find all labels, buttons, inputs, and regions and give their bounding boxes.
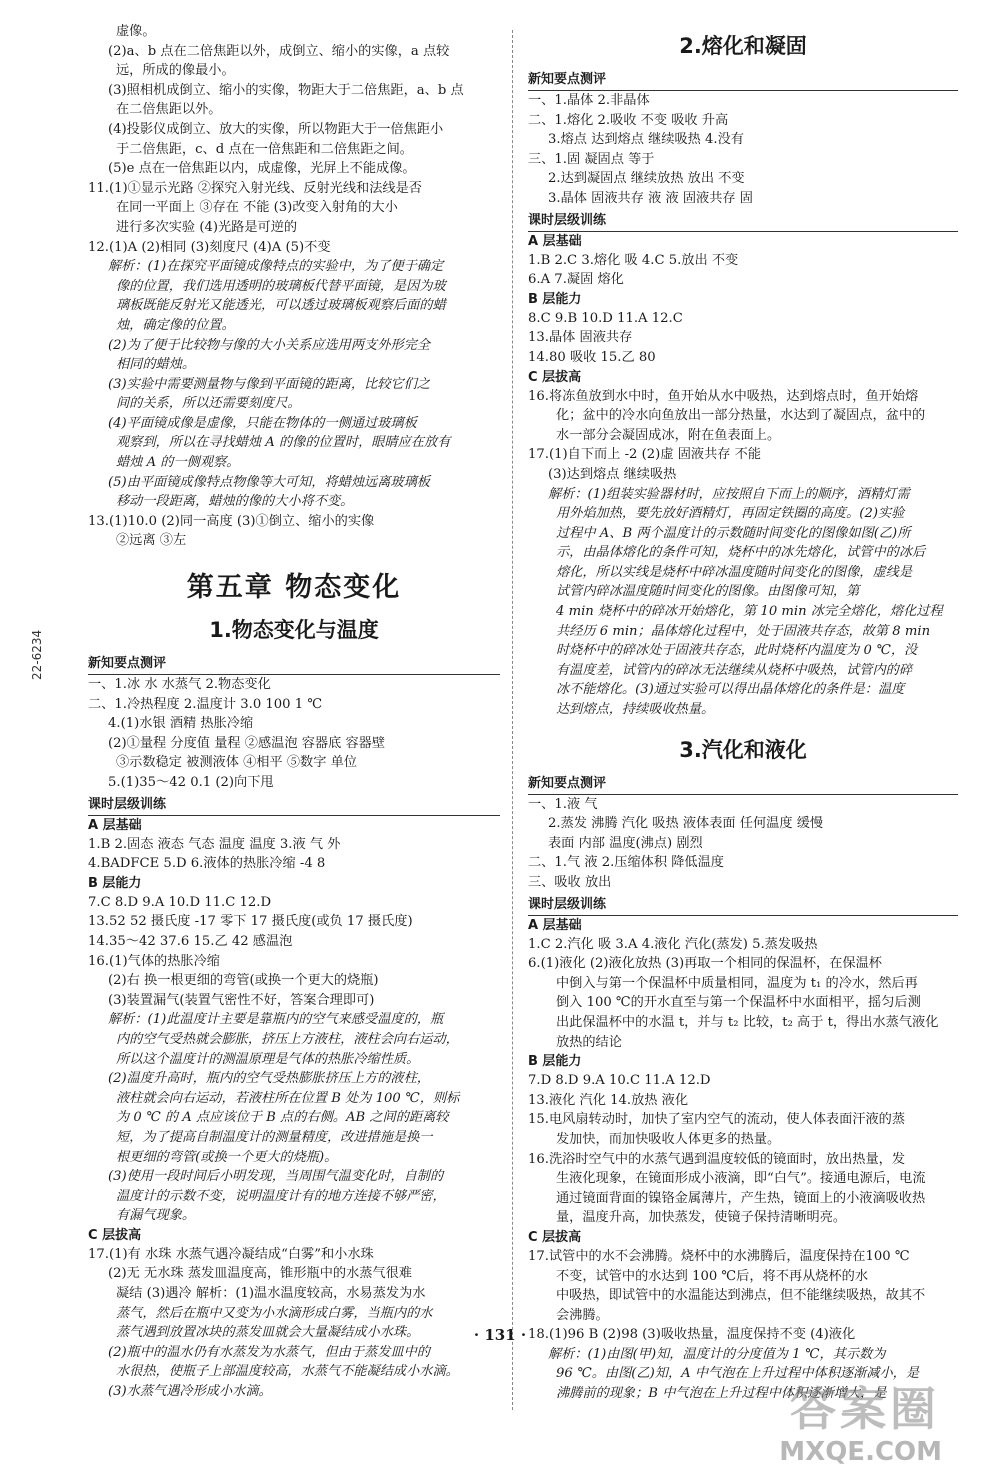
answer-line: (3)照相机成倒立、缩小的实像，物距大于二倍焦距，a、b 点 [108, 82, 464, 98]
answer-line: 4 min 烧杯中的碎冰开始熔化，第 10 min 冰完全熔化，熔化过程 [556, 604, 943, 620]
answer-line: (3)水蒸气遇冷形成小水滴。 [108, 1384, 272, 1400]
answer-line: 14.35～42 37.6 15.乙 42 感温泡 [88, 933, 293, 949]
answer-line: 解析：(1)由图(甲)知，温度计的分度值为 1 ℃，其示数为 [548, 1346, 886, 1362]
level-heading: A 层基础 [528, 917, 582, 933]
answer-line: 水很热，使瓶子上部温度较高，水蒸气不能凝结成小水滴。 [116, 1364, 459, 1380]
chapter-title: 第五章 物态变化 [186, 572, 402, 604]
level-heading: A 层基础 [88, 817, 142, 833]
answer-line: 2.蒸发 沸腾 汽化 吸热 液体表面 任何温度 缓慢 [548, 816, 824, 832]
right-column [528, 22, 958, 1404]
answer-line: 间的关系，所以还需要刻度尺。 [116, 396, 301, 412]
answer-line: (3)装置漏气(装置气密性不好，答案合理即可) [108, 992, 375, 1008]
answer-line: 8.C 9.B 10.D 11.A 12.C [528, 310, 683, 326]
page-number: · 131 · [473, 1326, 527, 1344]
answer-line: 液柱就会向右运动，若液柱所在位置 B 处为 100 ℃，则标 [116, 1090, 460, 1106]
answer-line: 96 ℃。由图(乙)知，A 中气泡在上升过程中体积逐渐减小，是 [556, 1366, 920, 1382]
answer-line: (2)为了便于比较物与像的大小关系应选用两支外形完全 [108, 337, 430, 353]
subsection-heading: 课时层级训练 [528, 895, 958, 916]
answer-line: 中倒入与第一个保温杯中质量相同，温度为 t₁ 的冷水，然后再 [556, 975, 918, 991]
level-heading: B 层能力 [528, 291, 582, 307]
answer-line: 14.80 吸收 15.乙 80 [528, 349, 656, 365]
answer-line: 用外焰加热，要先放好酒精灯，再固定铁圈的高度。(2)实验 [556, 506, 905, 522]
answer-line: 二、1.气 液 2.压缩体积 降低温度 [528, 855, 724, 871]
answer-line: 冰不能熔化。(3)通过实验可以得出晶体熔化的条件是：温度 [556, 682, 905, 698]
answer-line: 出此保温杯中的水温 t，并与 t₂ 比较，t₂ 高于 t，得出水蒸气液化 [556, 1014, 939, 1030]
answer-line: 短，为了提高自制温度计的测量精度，改进措施是换一 [116, 1129, 433, 1145]
answer-line: (2)a、b 点在二倍焦距以外，成倒立、缩小的实像，a 点较 [108, 43, 450, 59]
answer-line: 一、1.晶体 2.非晶体 [528, 93, 650, 108]
section-2-body [528, 70, 958, 720]
answer-line: 一、1.液 气 [528, 796, 598, 812]
answer-line: 蜡烛 A 的一侧观察。 [116, 455, 240, 471]
answer-line: 解析：(1)组装实验器材时，应按照自下而上的顺序，酒精灯需 [548, 486, 910, 502]
answer-line: 16.将冻鱼放到水中时，鱼开始从水中吸热，达到熔点时，鱼开始熔 [528, 388, 919, 404]
watermark-site-text: MXQE.COM [779, 1437, 942, 1467]
answer-line: 相同的蜡烛。 [116, 357, 196, 373]
answer-line: 一、1.冰 水 水蒸气 2.物态变化 [88, 677, 271, 693]
answer-line: 熔化，所以实线是烧杯中碎冰温度随时间变化的图像，虚线是 [556, 564, 913, 580]
answer-line: 5.(1)35～42 0.1 (2)向下甩 [108, 775, 274, 790]
section-title-2: 2.熔化和凝固 [679, 34, 807, 58]
answer-line: 远，所成的像最小。 [116, 63, 235, 79]
answer-line: 共经历 6 min；晶体熔化过程中，处于固液共存态，故第 8 min [556, 623, 931, 639]
section-title-3: 3.汽化和液化 [679, 737, 807, 762]
answer-line: 观察到，所以在寻找蜡烛 A 的像的位置时，眼睛应在放有 [116, 435, 451, 451]
answer-line: 蒸气，然后在瓶中又变为小水滴形成白雾，当瓶内的水 [116, 1305, 433, 1321]
answer-line: 通过镜面背面的镍铬金属薄片，产生热，镜面上的小液滴吸收热 [556, 1190, 926, 1206]
answer-line: 发加快，而加快吸收人体更多的热量。 [556, 1131, 781, 1147]
answer-line: 6.(1)液化 (2)液化放热 (3)再取一个相同的保温杯，在保温杯 [528, 956, 882, 972]
answer-line: 二、1.冷热程度 2.温度计 3.0 100 1 ℃ [88, 696, 323, 712]
answer-line: 4.BADFCE 5.D 6.液体的热胀冷缩 -4 8 [88, 856, 326, 872]
answer-line: 7.D 8.D 9.A 10.C 11.A 12.D [528, 1073, 711, 1089]
answer-line: 像的位置，我们选用透明的玻璃板代替平面镜，是因为玻 [116, 278, 446, 294]
answer-line: 进行多次实验 (4)光路是可逆的 [116, 219, 298, 235]
answer-line: 17.(1)有 水珠 水蒸气遇冷凝结成“白雾”和小水珠 [88, 1246, 374, 1262]
answer-line: (2)温度升高时，瓶内的空气受热膨胀挤压上方的液柱， [108, 1071, 430, 1087]
answer-line: (5)由平面镜成像特点物像等大可知，将蜡烛远离玻璃板 [108, 474, 430, 490]
column-divider [512, 30, 513, 1410]
answer-line: 12.(1)A (2)相同 (3)刻度尺 (4)A (5)不变 [88, 239, 331, 255]
answer-line: (4)投影仪成倒立、放大的实像，所以物距大于一倍焦距小 [108, 121, 444, 137]
subsection-heading: 课时层级训练 [528, 211, 958, 232]
answer-line: (2)瓶中的温水仍有水蒸发为水蒸气，但由于蒸发皿中的 [108, 1344, 430, 1360]
answer-line: (3)实验中需要测量物与像到平面镜的距离，比较它们之 [108, 376, 430, 392]
answer-line: 量，温度升高，加快蒸发，使镜子保持清晰明亮。 [556, 1210, 847, 1226]
subsection-heading: 新知要点测评 [528, 774, 958, 795]
answer-line: 温度计的示数不变，说明温度计有的地方连接不够严密， [116, 1188, 446, 1204]
prev-chapter-answers [88, 22, 500, 551]
answer-line: 解析：(1)在探究平面镜成像特点的实验中，为了便于确定 [108, 259, 444, 275]
answer-line: 示，由晶体熔化的条件可知，烧杯中的冰先熔化，试管中的冰后 [556, 545, 926, 561]
answer-line: 达到熔点，持续吸收热量。 [556, 702, 715, 718]
answer-line: 二、1.熔化 2.吸收 不变 吸收 升高 [528, 112, 729, 128]
answer-line: 在同一平面上 ③存在 不能 (3)改变入射角的大小 [116, 200, 398, 216]
answer-line: 倒入 100 ℃的开水直至与第一个保温杯中水面相平，摇匀后测 [556, 995, 921, 1011]
answer-line: (4)平面镜成像是虚像，只能在物体的一侧通过玻璃板 [108, 415, 417, 431]
subsection-heading: 新知要点测评 [88, 654, 500, 675]
answer-line: 3.晶体 固液共存 液 液 固液共存 固 [548, 190, 753, 206]
answer-line: 移动一段距离，蜡烛的像的大小将不变。 [116, 494, 354, 510]
answer-line: 为 0 ℃ 的 A 点应该位于 B 点的右侧。AB 之间的距离较 [116, 1110, 449, 1126]
answer-line: 虚像。 [116, 24, 156, 39]
answer-line: 13.52 52 摄氏度 -17 零下 17 摄氏度(或负 17 摄氏度) [88, 914, 413, 930]
answer-line: 15.电风扇转动时，加快了室内空气的流动，使人体表面汗液的蒸 [528, 1112, 906, 1128]
section-1-body [88, 654, 500, 1402]
level-heading: B 层能力 [88, 875, 142, 891]
answer-line: 烛，确定像的位置。 [116, 317, 235, 333]
answer-line: 时烧杯中的碎冰处于固液共存态，此时烧杯内温度为 0 ℃，没 [556, 643, 918, 659]
answer-line: 6.A 7.凝固 熔化 [528, 272, 624, 288]
answer-line: 不变，试管中的水达到 100 ℃后，将不再从烧杯的水 [556, 1268, 869, 1284]
answer-line: 沸腾前的现象；B 中气泡在上升过程中体积逐渐增大，是 [556, 1386, 887, 1402]
answer-line: (2)无 无水珠 蒸发皿温度高，锥形瓶中的水蒸气很难 [108, 1266, 412, 1282]
answer-line: (2)①量程 分度值 量程 ②感温泡 容器底 容器壁 [108, 735, 386, 751]
answer-line: 7.C 8.D 9.A 10.D 11.C 12.D [88, 894, 272, 910]
answer-line: 13.晶体 固液共存 [528, 330, 633, 346]
level-heading: C 层拔高 [88, 1227, 142, 1243]
answer-line: 2.达到凝固点 继续放热 放出 不变 [548, 171, 745, 187]
answer-line: 三、吸收 放出 [528, 875, 612, 890]
answer-line: ③示数稳定 被测液体 ④相平 ⑤数字 单位 [116, 755, 357, 771]
answer-line: 1.C 2.汽化 吸 3.A 4.液化 汽化(蒸发) 5.蒸发吸热 [528, 936, 818, 952]
answer-line: ②远离 ③左 [116, 533, 187, 549]
answer-line: (3)使用一段时间后小明发现，当周围气温变化时，自制的 [108, 1169, 444, 1185]
answer-line: 生液化现象，在镜面形成小液滴，即“白气”。接通电源后，电流 [556, 1171, 926, 1187]
level-heading: C 层拔高 [528, 1229, 582, 1245]
answer-line: 试管内碎冰温度随时间变化的图像。由图像可知，第 [556, 584, 860, 600]
subsection-heading: 课时层级训练 [88, 795, 500, 816]
answer-line: 璃板既能反射光又能透光，可以透过玻璃板观察后面的蜡 [116, 298, 446, 314]
answer-line: (3)达到熔点 继续吸热 [548, 466, 677, 482]
answer-line: 有温度差，试管内的碎冰无法继续从烧杯中吸热，试管内的碎 [556, 662, 913, 678]
answer-line: 在二倍焦距以外。 [116, 102, 222, 118]
answer-line: 1.B 2.固态 液态 气态 温度 温度 3.液 气 外 [88, 836, 341, 852]
answer-line: 三、1.固 凝固点 等于 [528, 151, 655, 167]
left-column [88, 22, 500, 1402]
answer-line: 17.试管中的水不会沸腾。烧杯中的水沸腾后，温度保持在100 ℃ [528, 1248, 910, 1264]
answer-line: 于二倍焦距，c、d 点在一倍焦距和二倍焦距之间。 [116, 141, 413, 157]
answer-line: 4.(1)水银 酒精 热胀冷缩 [108, 716, 254, 732]
answer-line: 蒸气遇到放置冰块的蒸发皿就会大量凝结成小水珠。 [116, 1325, 420, 1341]
answer-line: 17.(1)自下而上 -2 (2)虚 固液共存 不能 [528, 447, 762, 463]
answer-line: 水一部分会凝固成冰，附在鱼表面上。 [556, 427, 781, 443]
side-code-label: 22-6234 [30, 629, 44, 680]
answer-line: 1.B 2.C 3.熔化 吸 4.C 5.放出 不变 [528, 252, 739, 268]
answer-line: 会沸腾。 [556, 1307, 609, 1323]
answer-line: 13.液化 汽化 14.放热 液化 [528, 1092, 689, 1108]
answer-line: 根更细的弯管(或换一个更大的烧瓶)。 [116, 1149, 338, 1165]
section-3-body [528, 774, 958, 1404]
level-heading: C 层拔高 [528, 369, 582, 385]
answer-line: 13.(1)10.0 (2)同一高度 (3)①倒立、缩小的实像 [88, 513, 375, 529]
answer-line: 化；盆中的冷水向鱼放出一部分热量，水达到了凝固点，盆中的 [556, 408, 926, 424]
answer-line: (5)e 点在一倍焦距以内，成虚像，光屏上不能成像。 [108, 161, 416, 177]
section-title-1: 1.物态变化与温度 [209, 618, 379, 643]
answer-line: 18.(1)96 B (2)98 (3)吸收热量，温度保持不变 (4)液化 [528, 1327, 856, 1343]
answer-line: (2)右 换一根更细的弯管(或换一个更大的烧瓶) [108, 973, 379, 989]
answer-line: 表面 内部 温度(沸点) 剧烈 [548, 835, 703, 851]
answer-line: 凝结 (3)遇冷 解析：(1)温水温度较高，水易蒸发为水 [116, 1286, 426, 1302]
answer-line: 内的空气受热就会膨胀，挤压上方液柱，液柱会向右运动， [116, 1031, 459, 1047]
watermark-logo-text: 答案圈 [790, 1382, 940, 1436]
answer-line: 解析：(1)此温度计主要是靠瓶内的空气来感受温度的，瓶 [108, 1012, 444, 1028]
answer-line: 中吸热，即试管中的水温能达到沸点，但不能继续吸热，故其不 [556, 1288, 926, 1304]
answer-line: 3.熔点 达到熔点 继续吸热 4.没有 [548, 132, 744, 148]
answer-line: 16.洗浴时空气中的水蒸气遇到温度较低的镜面时，放出热量，发 [528, 1151, 906, 1167]
level-heading: A 层基础 [528, 233, 582, 249]
answer-line: 所以这个温度计的测温原理是气体的热胀冷缩性质。 [116, 1051, 420, 1067]
answer-line: 过程中 A、B 两个温度计的示数随时间变化的图像如图(乙)所 [556, 525, 911, 541]
answer-line: 放热的结论 [556, 1034, 622, 1050]
answer-line: 有漏气现象。 [116, 1208, 196, 1224]
subsection-heading: 新知要点测评 [528, 70, 958, 91]
answer-line: 16.(1)气体的热胀冷缩 [88, 953, 220, 969]
answer-line: 11.(1)①显示光路 ②探究入射光线、反射光线和法线是否 [88, 180, 422, 196]
level-heading: B 层能力 [528, 1054, 582, 1070]
